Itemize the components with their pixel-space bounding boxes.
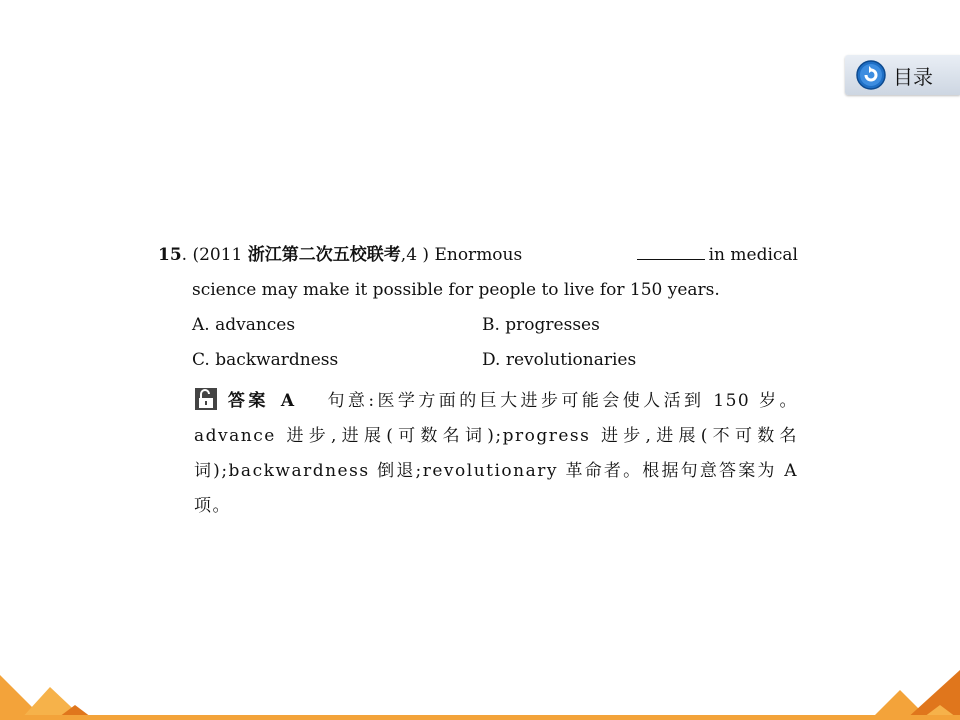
- question-line-1: [158, 238, 798, 273]
- corner-decoration-right: [860, 660, 960, 720]
- question-stem-after: in medical: [708, 245, 798, 265]
- corner-decoration-left: [0, 665, 110, 720]
- options-grid: [158, 308, 798, 378]
- option-d: D. revolutionaries: [482, 350, 637, 370]
- question-source-close: ,4 ): [400, 245, 430, 265]
- bottom-accent-bar: [0, 715, 960, 720]
- answer-block: [194, 384, 798, 524]
- answer-key: A: [280, 391, 296, 411]
- option-a: A. advances: [192, 315, 296, 335]
- question-line-2: science may make it possible for people to live for 150 years.: [192, 280, 720, 300]
- toc-label: 目录: [893, 64, 933, 89]
- question-source-name: 浙江第二次五校联考: [247, 245, 401, 265]
- option-c: C. backwardness: [192, 350, 339, 370]
- question-number: 15: [158, 245, 182, 265]
- unlock-icon: [194, 387, 218, 411]
- question-source-open: . (2011: [181, 245, 243, 265]
- option-b: B. progresses: [482, 315, 600, 335]
- question-stem-before: Enormous: [434, 245, 523, 265]
- question-block: [158, 238, 798, 378]
- answer-blank: [637, 241, 705, 260]
- toc-button[interactable]: [845, 55, 960, 95]
- answer-label: 答案: [226, 391, 269, 411]
- answer-explanation: 句意:医学方面的巨大进步可能会使人活到 150 岁。advance 进步,进展(可数名词);progress 进步,进展(不可数名词);backwardness 倒退;revolutionary 革命者。根据句意答案为 A 项。: [194, 391, 799, 516]
- back-arrow-icon: [855, 59, 887, 91]
